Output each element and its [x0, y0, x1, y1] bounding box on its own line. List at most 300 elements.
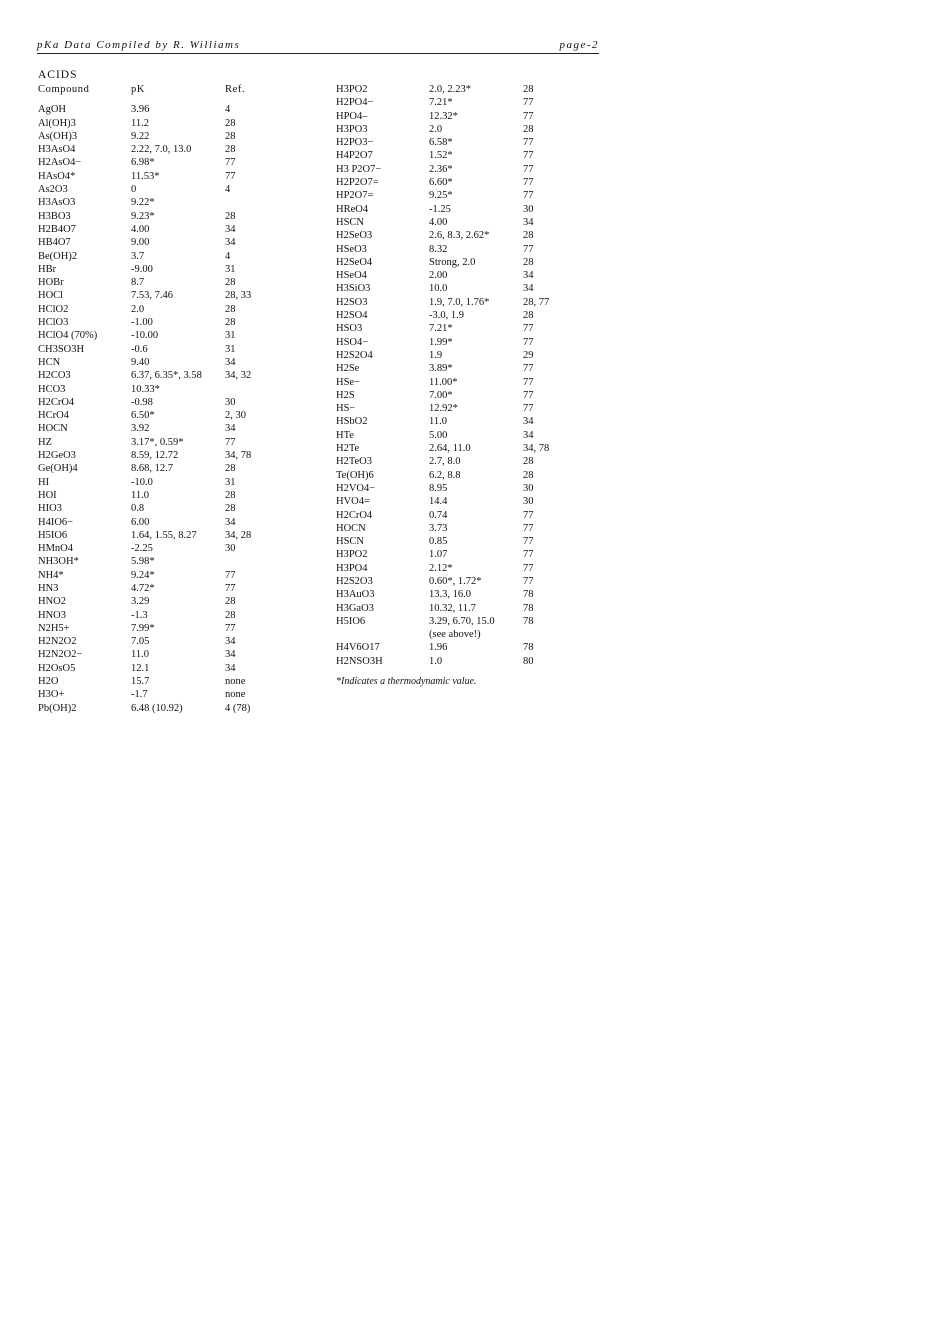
compound-cell: HClO4 (70%)	[38, 330, 98, 342]
compound-cell: H5IO6	[38, 529, 68, 541]
compound-cell: H2S	[336, 389, 355, 401]
pk-cell: 13.3, 16.0	[429, 589, 471, 601]
ref-cell: 34, 28	[225, 529, 252, 541]
pk-cell: 3.89*	[429, 363, 453, 375]
compound-cell: H2PO4−	[336, 97, 374, 109]
ref-cell: 28, 33	[225, 290, 252, 302]
pk-cell: 12.32*	[429, 110, 458, 122]
ref-cell: 30	[523, 482, 534, 494]
ref-cell: 31	[225, 476, 236, 488]
pk-cell: 2.0	[131, 303, 145, 315]
ref-cell: 34, 78	[523, 443, 550, 455]
pk-cell: 8.68, 12.7	[131, 463, 173, 475]
compound-cell: HOCN	[38, 423, 68, 435]
ref-cell: 28	[523, 310, 534, 322]
column-header-pk: pK	[131, 84, 146, 95]
ref-cell: 77	[523, 575, 534, 587]
compound-cell: HCO3	[38, 383, 66, 395]
table-row	[336, 655, 534, 668]
table-row	[336, 376, 534, 389]
compound-cell: As2O3	[38, 184, 68, 196]
ref-cell: 31	[225, 343, 236, 355]
ref-cell: 34	[225, 237, 236, 249]
table-row	[336, 389, 534, 402]
pk-cell: 7.21*	[429, 323, 453, 335]
ref-cell: 28	[225, 130, 236, 142]
table-row	[336, 336, 534, 349]
compound-cell: HI	[38, 476, 50, 488]
ref-cell: 29	[523, 349, 534, 361]
table-row	[336, 123, 534, 136]
pk-cell: 9.22	[131, 130, 150, 142]
ref-cell: 77	[523, 163, 534, 175]
table-row	[336, 402, 534, 415]
pk-cell: 9.00	[131, 237, 150, 249]
ref-cell: 34, 32	[225, 370, 252, 382]
pk-cell: 11.53*	[131, 170, 160, 182]
compound-cell: H2S2O4	[336, 349, 373, 361]
pk-cell: 3.96	[131, 104, 150, 116]
compound-cell: H2SeO3	[336, 230, 373, 242]
pk-cell: 5.00	[429, 429, 448, 441]
compound-cell: H3PO4	[336, 562, 368, 574]
pk-cell: -0.98	[131, 396, 153, 408]
pk-cell: 1.96	[429, 642, 448, 654]
pk-cell: 11.2	[131, 117, 149, 129]
compound-cell: HOI	[38, 489, 57, 501]
pk-cell: -3.0, 1.9	[429, 310, 464, 322]
pk-cell: 11.0	[131, 489, 149, 501]
ref-cell: 28	[225, 503, 236, 515]
compound-cell: Al(OH)3	[38, 117, 76, 129]
pk-cell: 9.40	[131, 356, 150, 368]
table-row	[336, 575, 534, 588]
ref-cell: 34	[225, 516, 236, 528]
table-row	[336, 641, 534, 654]
compound-cell: HTe	[336, 429, 354, 441]
table-row	[336, 548, 534, 561]
ref-cell: 34	[523, 270, 534, 282]
pk-cell: -10.0	[131, 476, 153, 488]
pk-cell: 15.7	[131, 676, 150, 688]
pk-cell: 6.37, 6.35*, 3.58	[131, 370, 202, 382]
pk-cell: 6.58*	[429, 137, 453, 149]
table-row	[336, 615, 534, 628]
ref-cell: 77	[523, 363, 534, 375]
compound-cell: HOCl	[38, 290, 64, 302]
ref-cell: 77	[523, 190, 534, 202]
footnote: *Indicates a thermodynamic value.	[336, 676, 477, 688]
pk-cell: 7.99*	[131, 622, 155, 634]
ref-cell: none	[225, 689, 246, 701]
pk-cell: 1.52*	[429, 150, 453, 162]
compound-cell: H4V6O17	[336, 642, 380, 654]
compound-cell: HSCN	[336, 216, 365, 228]
compound-cell: H3GaO3	[336, 602, 374, 614]
table-row	[336, 469, 534, 482]
ref-cell: 4	[225, 250, 231, 262]
compound-cell: H4IO6−	[38, 516, 74, 528]
table-row	[336, 110, 534, 123]
pk-cell: 3.29, 6.70, 15.0	[429, 615, 495, 627]
compound-cell: H2CrO4	[38, 396, 75, 408]
ref-cell: 77	[225, 622, 236, 634]
table-row	[336, 229, 534, 242]
pk-cell: 3.17*, 0.59*	[131, 436, 184, 448]
table-row	[336, 442, 550, 455]
ref-cell: 78	[523, 589, 534, 601]
pk-cell: 11.0	[131, 649, 149, 661]
acids-table-right-body	[336, 83, 550, 668]
table-row	[336, 455, 534, 468]
pk-cell: -1.7	[131, 689, 148, 701]
ref-cell: 34	[523, 429, 534, 441]
pk-cell: 7.53, 7.46	[131, 290, 173, 302]
compound-cell: HOBr	[38, 277, 64, 289]
pk-cell: 2.0, 2.23*	[429, 84, 471, 95]
pk-cell: 7.00*	[429, 389, 453, 401]
compound-cell: H3SiO3	[336, 283, 371, 295]
pk-cell: -0.6	[131, 343, 148, 355]
compound-cell: HClO3	[38, 317, 69, 329]
compound-cell: HIO3	[38, 503, 62, 515]
ref-cell: 28	[225, 609, 236, 621]
ref-cell: 78	[523, 602, 534, 614]
compound-cell: H2AsO4−	[38, 157, 82, 169]
pk-cell: 2.0	[429, 123, 443, 135]
pk-cell: 2.00	[429, 270, 448, 282]
table-row	[336, 349, 534, 362]
ref-cell: 30	[225, 543, 236, 555]
compound-cell: H3PO2	[336, 549, 368, 561]
ref-cell: 34	[225, 356, 236, 368]
compound-cell: H2O	[38, 676, 59, 688]
table-row	[336, 602, 534, 615]
pk-cell: 11.00*	[429, 376, 458, 388]
compound-cell: H2P2O7=	[336, 177, 379, 189]
pk-cell: 10.0	[429, 283, 448, 295]
table-row	[336, 429, 534, 442]
ref-cell: 77	[523, 389, 534, 401]
pk-cell: 0.8	[131, 503, 145, 515]
compound-cell: As(OH)3	[38, 130, 78, 142]
pk-cell: 6.00	[131, 516, 150, 528]
column-header-compound: Compound	[38, 84, 90, 95]
pk-cell: 1.9, 7.0, 1.76*	[429, 296, 490, 308]
table-row	[336, 282, 534, 295]
compound-cell: H3AsO4	[38, 144, 76, 156]
ref-cell: 77	[523, 97, 534, 109]
table-row	[336, 216, 534, 229]
compound-cell: Te(OH)6	[336, 469, 374, 481]
ref-cell: 77	[523, 150, 534, 162]
pk-cell: 6.50*	[131, 410, 155, 422]
ref-cell: 28	[523, 456, 534, 468]
ref-cell: 28	[225, 303, 236, 315]
compound-cell: HAsO4*	[38, 170, 76, 182]
pk-cell: 10.32, 11.7	[429, 602, 476, 614]
table-row	[336, 83, 534, 96]
ref-cell: 78	[523, 615, 534, 627]
ref-cell: 28, 77	[523, 296, 550, 308]
compound-cell: H2SeO4	[336, 256, 373, 268]
ref-cell: 77	[523, 137, 534, 149]
pk-cell: 14.4	[429, 496, 448, 508]
ref-cell: 34	[225, 423, 236, 435]
compound-cell: H2GeO3	[38, 450, 76, 462]
pk-cell: -2.25	[131, 543, 153, 555]
table-row	[336, 535, 534, 548]
pk-cell: 1.64, 1.55, 8.27	[131, 529, 197, 541]
pk-cell: 9.22*	[131, 197, 155, 209]
column-header-ref: Ref.	[225, 84, 246, 95]
pk-cell: -9.00	[131, 263, 153, 275]
ref-cell: 77	[523, 522, 534, 534]
ref-cell: 28	[225, 117, 236, 129]
compound-cell: HBr	[38, 263, 57, 275]
compound-cell: HN3	[38, 582, 59, 594]
table-row	[336, 203, 534, 216]
compound-cell: Ge(OH)4	[38, 463, 78, 475]
ref-cell: 28	[523, 123, 534, 135]
compound-cell: H2S2O3	[336, 575, 373, 587]
ref-cell: 30	[523, 496, 534, 508]
ref-cell: 77	[523, 509, 534, 521]
compound-cell: H2N2O2−	[38, 649, 83, 661]
pk-cell: -10.00	[131, 330, 159, 342]
ref-cell: 77	[225, 582, 236, 594]
compound-cell: H2SO3	[336, 296, 368, 308]
pk-cell: 1.9	[429, 349, 443, 361]
ref-cell: 2, 30	[225, 410, 246, 422]
compound-cell: H2Te	[336, 443, 360, 455]
table-row	[336, 322, 534, 335]
table-row	[336, 189, 534, 202]
compound-cell: HSeO4	[336, 270, 367, 282]
table-row	[336, 163, 534, 176]
ref-cell: 28	[225, 489, 236, 501]
pk-cell: (see above!)	[429, 629, 481, 641]
compound-cell: H2VO4−	[336, 482, 376, 494]
page-header	[37, 39, 599, 54]
pk-cell: 8.32	[429, 243, 448, 255]
pk-cell: 10.33*	[131, 383, 160, 395]
compound-cell: HS−	[336, 403, 356, 415]
pk-cell: 8.7	[131, 277, 145, 289]
ref-cell: 34	[225, 636, 236, 648]
acids-table-right	[336, 83, 550, 688]
table-row	[336, 96, 534, 109]
compound-cell: H2Se	[336, 363, 360, 375]
pk-cell: 9.25*	[429, 190, 453, 202]
pk-cell: 3.29	[131, 596, 150, 608]
pk-cell: 1.99*	[429, 336, 453, 348]
pk-cell: 4.72*	[131, 582, 155, 594]
compound-cell: H3O+	[38, 689, 65, 701]
ref-cell: 4	[225, 104, 231, 116]
compound-cell: H2TeO3	[336, 456, 373, 468]
compound-cell: HMnO4	[38, 543, 74, 555]
ref-cell: 34	[523, 283, 534, 295]
pk-cell: 9.23*	[131, 210, 155, 222]
table-row	[336, 296, 550, 309]
table-row	[336, 562, 534, 575]
compound-cell: H2PO3−	[336, 137, 374, 149]
compound-cell: H2N2O2	[38, 636, 77, 648]
compound-cell: HVO4=	[336, 496, 370, 508]
section-title: ACIDS	[38, 69, 78, 81]
ref-cell: 77	[225, 436, 236, 448]
pk-cell: 4.00	[429, 216, 448, 228]
compound-cell: N2H5+	[38, 622, 70, 634]
ref-cell: 28	[523, 256, 534, 268]
table-row	[336, 628, 481, 641]
pk-cell: -1.25	[429, 203, 451, 215]
ref-cell: 28	[225, 144, 236, 156]
pk-cell: 2.22, 7.0, 13.0	[131, 144, 192, 156]
ref-cell: 28	[225, 463, 236, 475]
ref-cell: 28	[225, 210, 236, 222]
compound-cell: CH3SO3H	[38, 343, 85, 355]
ref-cell: 34	[523, 216, 534, 228]
table-row	[336, 149, 534, 162]
pk-cell: 2.64, 11.0	[429, 443, 471, 455]
ref-cell: 28	[225, 277, 236, 289]
ref-cell: 28	[523, 84, 534, 95]
compound-cell: H3AsO3	[38, 197, 76, 209]
pk-cell: 8.95	[429, 482, 448, 494]
ref-cell: 77	[225, 157, 236, 169]
ref-cell: 30	[225, 396, 236, 408]
ref-cell: 77	[523, 376, 534, 388]
pk-cell: Strong, 2.0	[429, 256, 476, 268]
compound-cell: H3PO3	[336, 123, 368, 135]
page-number: page-2	[559, 39, 599, 51]
ref-cell: 80	[523, 655, 534, 667]
compound-cell: HNO2	[38, 596, 66, 608]
pk-cell: 3.7	[131, 250, 145, 262]
pk-cell: 6.2, 8.8	[429, 469, 461, 481]
compound-cell: HReO4	[336, 203, 369, 215]
ref-cell: 77	[225, 170, 236, 182]
pk-cell: 7.21*	[429, 97, 453, 109]
pk-cell: 6.60*	[429, 177, 453, 189]
compound-cell: NH3OH*	[38, 556, 79, 568]
compound-cell: HCrO4	[38, 410, 69, 422]
ref-cell: 34	[225, 649, 236, 661]
ref-cell: 28	[225, 317, 236, 329]
compound-cell: H2SO4	[336, 310, 368, 322]
compound-cell: Be(OH)2	[38, 250, 78, 262]
table-row	[336, 256, 534, 269]
table-row	[336, 362, 534, 375]
header-title: pKa Data Compiled by R. Williams	[37, 39, 241, 51]
compound-cell: H2NSO3H	[336, 655, 383, 667]
compound-cell: H3AuO3	[336, 589, 375, 601]
compound-cell: HSeO3	[336, 243, 367, 255]
pk-cell: 6.48 (10.92)	[131, 702, 183, 714]
pk-cell: 0.85	[429, 536, 448, 548]
ref-cell: 77	[523, 536, 534, 548]
ref-cell: 31	[225, 330, 236, 342]
ref-cell: 28	[523, 230, 534, 242]
ref-cell: 34	[225, 223, 236, 235]
ref-cell: 78	[523, 642, 534, 654]
table-row	[336, 176, 534, 189]
ref-cell: 34	[225, 662, 236, 674]
ref-cell: 28	[523, 469, 534, 481]
ref-cell: 77	[523, 110, 534, 122]
compound-cell: HSe−	[336, 376, 361, 388]
compound-cell: HNO3	[38, 609, 66, 621]
ref-cell: 30	[523, 203, 534, 215]
pk-cell: 12.1	[131, 662, 150, 674]
table-row	[336, 269, 534, 282]
pk-cell: 12.92*	[429, 403, 458, 415]
table-row	[336, 588, 534, 601]
pk-cell: 2.6, 8.3, 2.62*	[429, 230, 490, 242]
compound-cell: AgOH	[38, 104, 66, 116]
pk-cell: 1.07	[429, 549, 448, 561]
compound-cell: H2CO3	[38, 370, 71, 382]
compound-cell: HSO3	[336, 323, 363, 335]
pk-cell: 2.7, 8.0	[429, 456, 461, 468]
compound-cell: H2B4O7	[38, 223, 76, 235]
pk-cell: 8.59, 12.72	[131, 450, 179, 462]
pk-cell: 11.0	[429, 416, 447, 428]
compound-cell: HOCN	[336, 522, 366, 534]
ref-cell: 34	[523, 416, 534, 428]
ref-cell: 77	[523, 336, 534, 348]
ref-cell: 77	[523, 243, 534, 255]
compound-cell: HZ	[38, 436, 52, 448]
ref-cell: 77	[225, 569, 236, 581]
pk-cell: 3.73	[429, 522, 448, 534]
compound-cell: H2OsO5	[38, 662, 76, 674]
ref-cell: 4	[225, 184, 231, 196]
ref-cell: 31	[225, 263, 236, 275]
pk-cell: 0.74	[429, 509, 448, 521]
compound-cell: H3PO2	[336, 84, 368, 95]
compound-cell: H3BO3	[38, 210, 71, 222]
table-row	[336, 136, 534, 149]
table-row	[336, 509, 534, 522]
compound-cell: HP2O7=	[336, 190, 374, 202]
table-row	[336, 482, 534, 495]
pk-cell: 2.12*	[429, 562, 453, 574]
compound-cell: HClO2	[38, 303, 69, 315]
pk-cell: 0	[131, 184, 137, 196]
pk-cell: -1.3	[131, 609, 148, 621]
ref-cell: 77	[523, 562, 534, 574]
pk-cell: 5.98*	[131, 556, 155, 568]
compound-cell: H5IO6	[336, 615, 366, 627]
table-row	[336, 415, 534, 428]
ref-cell: 77	[523, 549, 534, 561]
pk-cell: 9.24*	[131, 569, 155, 581]
pk-cell: 6.98*	[131, 157, 155, 169]
ref-cell: 77	[523, 403, 534, 415]
compound-cell: Pb(OH)2	[38, 702, 77, 714]
pk-cell: -1.00	[131, 317, 153, 329]
table-row	[336, 522, 534, 535]
compound-cell: HSCN	[336, 536, 365, 548]
table-row	[336, 243, 534, 256]
compound-cell: H2CrO4	[336, 509, 373, 521]
compound-cell: HB4O7	[38, 237, 71, 249]
pk-cell: 4.00	[131, 223, 150, 235]
ref-cell: 77	[523, 323, 534, 335]
